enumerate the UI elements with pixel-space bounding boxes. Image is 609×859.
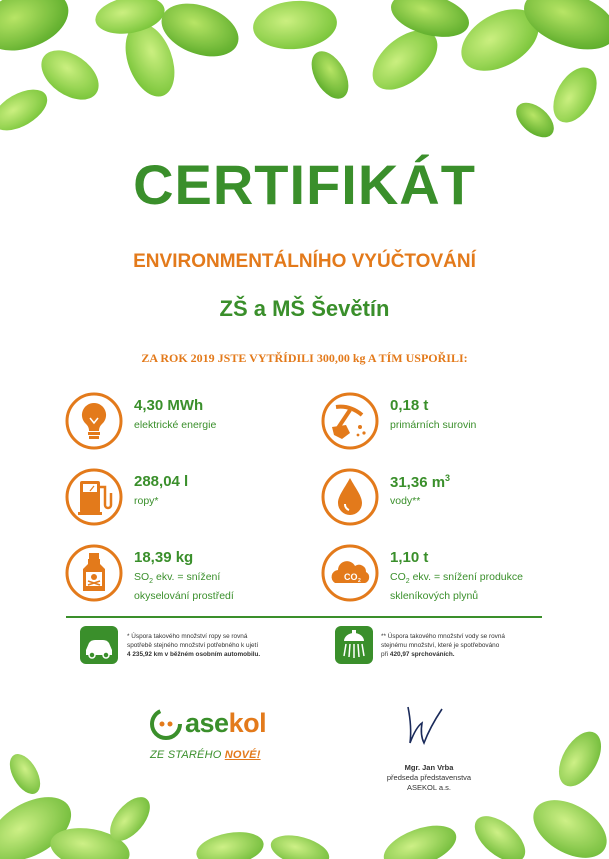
stat-so2-value: 18,39 kg (134, 549, 194, 566)
stat-so2 (64, 543, 314, 613)
svg-text:2: 2 (358, 578, 361, 584)
stat-water (320, 467, 570, 537)
certificate-subtitle: ENVIRONMENTÁLNÍHO VYÚČTOVÁNÍ (133, 251, 476, 272)
stat-oil-value: 288,04 l (134, 473, 189, 490)
decorative-leaves-top (0, 0, 609, 150)
lightbulb-icon (64, 391, 124, 451)
stat-co2-value: 1,10 t (390, 549, 429, 566)
asekol-slogan: ZE STARÉHO NOVÉ! (150, 749, 261, 761)
stat-electricity-label: elektrické energie (134, 419, 217, 431)
stat-raw-materials (320, 391, 570, 461)
poison-bottle-icon (64, 543, 124, 603)
water-drop-icon (320, 467, 380, 527)
stat-raw-materials-label: primárních surovin (390, 419, 477, 431)
stat-so2-label: $SO_2$ ekv. = snížení okyselování prostředí (134, 571, 234, 603)
section-divider (66, 616, 542, 618)
pickaxe-icon (320, 391, 380, 451)
stat-co2-label: $CO_2$ ekv. = snížení produkce skleníkových plynů (390, 571, 523, 603)
car-icon (80, 626, 118, 664)
shower-icon (335, 626, 373, 664)
footnote-shower: ** Úspora takového množství vody se rovná stejnému množství, které je spotřebováno při 420,97 sprchováních. (381, 633, 505, 658)
signatory-role: předseda představenstva (386, 773, 472, 782)
stat-water-value: 31,36 $m^3$ (390, 473, 451, 491)
fuel-pump-icon (64, 467, 124, 527)
stat-electricity-value: 4,30 MWh (134, 397, 204, 414)
stat-electricity (64, 391, 314, 461)
stat-water-label: vody** (390, 495, 421, 507)
stat-oil (64, 467, 314, 537)
recipient-name: ZŠ a MŠ Ševětín (219, 296, 390, 321)
stat-oil-label: ropy* (134, 495, 159, 507)
asekol-logo-text: asekol (185, 708, 267, 738)
summary-text: ZA ROK 2019 JSTE VYTŘÍDILI 300,00 kg A TÍM USPOŘILI: (141, 351, 468, 365)
signatory-name: Mgr. Jan Vrba (404, 763, 454, 772)
footnote-car: * Úspora takového množství ropy se rovná spotřebě stejného množství potřebného k ujetí 4 235,92 km v běžném osobním automobilu. (127, 633, 261, 658)
signatory-company: ASEKOL a.s. (407, 783, 451, 792)
stat-raw-materials-value: 0,18 t (390, 397, 429, 414)
stat-co2 (320, 543, 570, 613)
certificate-title: CERTIFIKÁT (133, 153, 476, 216)
co2-cloud-icon (320, 543, 380, 603)
svg-text:CO: CO (344, 572, 358, 582)
decorative-leaves-bottom (0, 699, 609, 859)
